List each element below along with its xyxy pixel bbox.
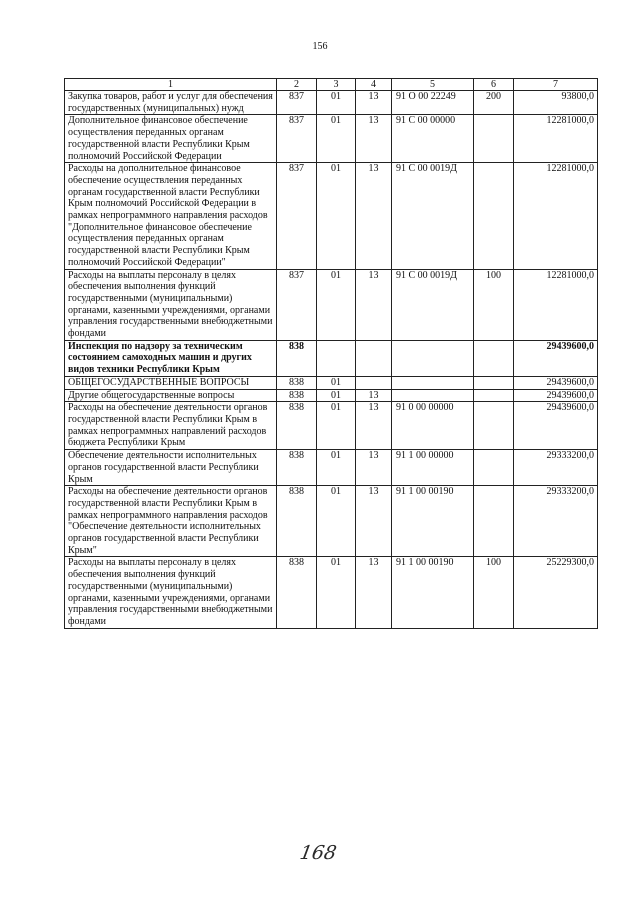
row-expense-type [474,450,514,486]
row-subsection-code: 13 [356,163,392,269]
row-target-code: 91 0 00 00000 [392,402,474,450]
column-header-1: 1 [65,79,277,91]
row-name: Дополнительное финансовое обеспечение осуществления переданных органам государственной власти Республики Крым полномочий Российской Федерации [65,115,277,163]
table-row [65,269,598,340]
row-section-code: 01 [317,402,356,450]
row-expense-type [474,389,514,402]
table-row [65,115,598,163]
table-row [65,91,598,115]
row-ministry-code: 838 [277,376,317,389]
row-name: Расходы на обеспечение деятельности органов государственной власти Республики Крым в рамках непрограммных направлений расходов бюджета Республики Крым [65,402,277,450]
row-ministry-code: 838 [277,389,317,402]
row-amount: 93800,0 [514,91,598,115]
row-expense-type [474,486,514,557]
table-row [65,376,598,389]
table-row [65,450,598,486]
row-name: Расходы на выплаты персоналу в целях обеспечения выполнения функций государственными (муниципальными) органами, казенными учреждениями, органами управления государственными внебюджетными фондами [65,557,277,628]
row-subsection-code: 13 [356,269,392,340]
row-expense-type: 100 [474,269,514,340]
row-target-code [392,340,474,376]
row-subsection-code: 13 [356,91,392,115]
column-header-7: 7 [514,79,598,91]
row-expense-type [474,402,514,450]
budget-table [64,78,598,629]
row-name: ОБЩЕГОСУДАРСТВЕННЫЕ ВОПРОСЫ [65,376,277,389]
row-ministry-code: 838 [277,402,317,450]
table-row [65,389,598,402]
row-section-code: 01 [317,269,356,340]
row-subsection-code [356,376,392,389]
row-section-code: 01 [317,115,356,163]
row-ministry-code: 837 [277,115,317,163]
row-section-code: 01 [317,91,356,115]
row-expense-type: 100 [474,557,514,628]
row-amount: 29439600,0 [514,340,598,376]
row-amount: 25229300,0 [514,557,598,628]
row-target-code: 91 1 00 00190 [392,557,474,628]
row-section-code: 01 [317,450,356,486]
row-name: Расходы на дополнительное финансовое обеспечение осуществления переданных органам государственной власти Республики Крым полномочий Российской Федерации в рамках непрограммного направления расходов "Дополнительное финансовое обеспечение осуществления переданных органам государственной власти Республики Крым полномочий Российской Федерации" [65,163,277,269]
row-subsection-code [356,340,392,376]
row-ministry-code: 838 [277,557,317,628]
row-name: Расходы на выплаты персоналу в целях обеспечения выполнения функций государственными (муниципальными) органами, казенными учреждениями, органами управления государственными внебюджетными фондами [65,269,277,340]
row-amount: 12281000,0 [514,269,598,340]
row-section-code: 01 [317,376,356,389]
row-section-code: 01 [317,389,356,402]
row-section-code [317,340,356,376]
row-amount: 29439600,0 [514,402,598,450]
row-name: Закупка товаров, работ и услуг для обеспечения государственных (муниципальных) нужд [65,91,277,115]
row-amount: 29439600,0 [514,376,598,389]
row-subsection-code: 13 [356,557,392,628]
handwritten-page-number: 168 [298,842,339,864]
column-header-4: 4 [356,79,392,91]
row-target-code: 91 1 00 00190 [392,486,474,557]
table-row [65,340,598,376]
row-target-code: 91 С 00 0019Д [392,269,474,340]
row-ministry-code: 838 [277,486,317,557]
row-expense-type [474,163,514,269]
row-expense-type: 200 [474,91,514,115]
column-header-3: 3 [317,79,356,91]
page-number: 156 [312,41,328,52]
row-amount: 12281000,0 [514,115,598,163]
row-ministry-code: 838 [277,340,317,376]
row-subsection-code: 13 [356,402,392,450]
row-section-code: 01 [317,163,356,269]
row-target-code: 91 О 00 22249 [392,91,474,115]
row-subsection-code: 13 [356,115,392,163]
row-ministry-code: 838 [277,450,317,486]
table-row [65,402,598,450]
column-header-5: 5 [392,79,474,91]
row-subsection-code: 13 [356,486,392,557]
row-target-code [392,376,474,389]
table-row [65,557,598,628]
row-target-code [392,389,474,402]
column-header-2: 2 [277,79,317,91]
table-row [65,486,598,557]
row-amount: 29333200,0 [514,486,598,557]
row-name: Обеспечение деятельности исполнительных органов государственной власти Республики Крым [65,450,277,486]
row-target-code: 91 С 00 0019Д [392,163,474,269]
row-amount: 29333200,0 [514,450,598,486]
row-expense-type [474,115,514,163]
row-subsection-code: 13 [356,450,392,486]
row-target-code: 91 1 00 00000 [392,450,474,486]
row-amount: 29439600,0 [514,389,598,402]
row-name: Другие общегосударственные вопросы [65,389,277,402]
row-section-code: 01 [317,557,356,628]
row-ministry-code: 837 [277,269,317,340]
row-expense-type [474,340,514,376]
row-subsection-code: 13 [356,389,392,402]
row-section-code: 01 [317,486,356,557]
column-header-6: 6 [474,79,514,91]
table-header-row [65,79,598,91]
row-expense-type [474,376,514,389]
table-row [65,163,598,269]
row-amount: 12281000,0 [514,163,598,269]
row-target-code: 91 С 00 00000 [392,115,474,163]
row-name: Инспекция по надзору за техническим состоянием самоходных машин и других видов техники Республики Крым [65,340,277,376]
row-ministry-code: 837 [277,91,317,115]
row-name: Расходы на обеспечение деятельности органов государственной власти Республики Крым в рамках непрограммного направления расходов "Обеспечение деятельности исполнительных органов государственной власти Республики Крым" [65,486,277,557]
row-ministry-code: 837 [277,163,317,269]
